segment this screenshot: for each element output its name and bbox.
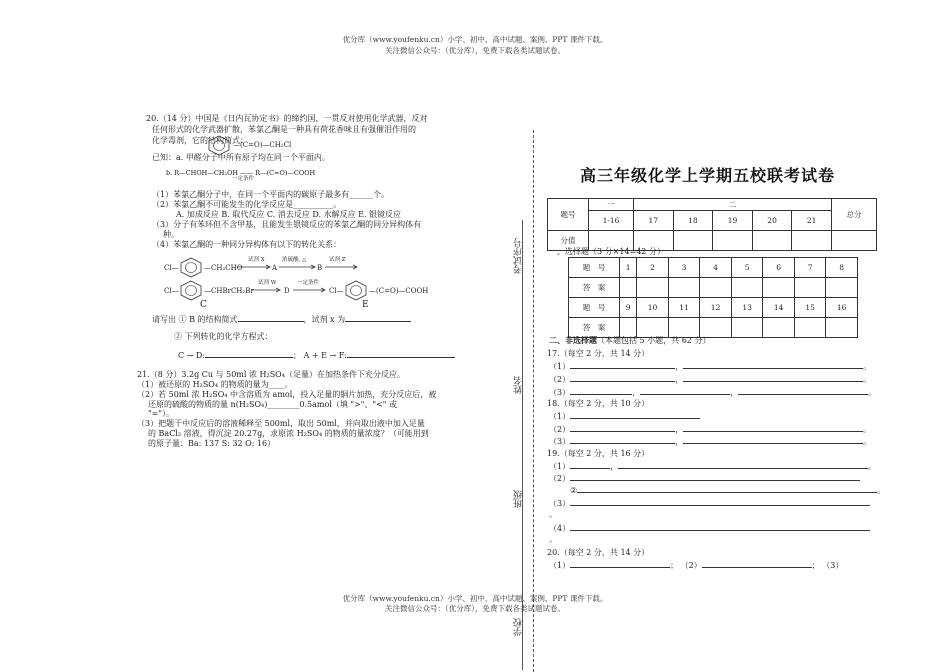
label-class: 班级 [514, 490, 524, 508]
choice-num: 5 [731, 258, 763, 278]
label-e: E [362, 300, 369, 310]
q19-circ-2: ② [570, 486, 578, 495]
choice-table [568, 257, 858, 338]
score-cell[interactable] [792, 231, 832, 251]
q17-row-3 [549, 386, 876, 398]
answer-q19-title: 19.（每空 2 分，共 16 分） [547, 449, 650, 458]
q19-blank[interactable] [570, 522, 870, 531]
chain1-arrow-2-icon [279, 264, 317, 270]
q18-blank[interactable] [683, 435, 863, 444]
q19-row-4 [549, 522, 870, 534]
sep: 。 [877, 486, 886, 495]
q17-part-1: （1） [549, 362, 571, 371]
choice-num: 1 [620, 258, 637, 278]
header-line-1: 优分库（www.youfenku.cn）小学、初中、高中试题、案例、PPT 课件下载。 [342, 35, 608, 44]
q19-row-2b [570, 484, 885, 496]
q20-part-2: （2） [680, 561, 702, 570]
q17-blank[interactable] [570, 373, 675, 382]
choice-a-label: 答 案 [569, 318, 620, 338]
sep: ， [730, 388, 739, 397]
choice-num: 2 [637, 258, 669, 278]
choice-answer-cell[interactable] [668, 278, 700, 298]
score-cell[interactable] [713, 231, 753, 251]
q20-intro-1: 20.（14 分）中国是《日内瓦协定书》的缔约国，一贯反对使用化学武器，反对 [146, 114, 428, 123]
q18-row-2 [549, 423, 871, 435]
choice-num: 14 [763, 298, 795, 318]
q19-blank[interactable] [577, 484, 877, 493]
q19-row-1 [549, 460, 876, 472]
q17-blank[interactable] [683, 360, 863, 369]
label-c: C [200, 300, 207, 310]
chain1-benzene-icon [178, 256, 204, 278]
choice-answer-cell[interactable] [637, 278, 669, 298]
score-col: 1-16 [589, 211, 634, 231]
q19-blank[interactable] [570, 460, 610, 469]
chain2-substituent: —CHBrCH₂Br [204, 287, 254, 295]
choice-a-label: 答 案 [569, 278, 620, 298]
q20-part-1: （1） [549, 561, 571, 570]
choice-num: 8 [826, 258, 858, 278]
q19-row-2 [549, 472, 860, 484]
q20-sub-3a: （3）分子有苯环但不含甲基，且能发生银镜反应的苯氯乙酮的同分异构体有 [152, 220, 422, 229]
q20-part-3: （3） [822, 561, 844, 570]
q20-reaction-b: b. R—CHOH—CH₂OH —— R—(C=O)—COOH [166, 169, 316, 177]
choice-answer-cell[interactable] [731, 318, 763, 338]
q20-intro-3: 化学毒剂，它的结构简式： [152, 136, 248, 145]
q19-part-3: （3） [549, 499, 571, 508]
q20-fill-3b: ； A + E → F: [293, 351, 347, 360]
choice-num: 11 [668, 298, 700, 318]
chain2-arrow-1-icon [252, 287, 282, 293]
choice-answer-cell[interactable] [763, 318, 795, 338]
q18-blank[interactable] [570, 410, 700, 419]
choice-answer-cell[interactable] [763, 278, 795, 298]
chain1-reagent-x: 试剂 X [248, 257, 265, 263]
choice-num: 4 [700, 258, 732, 278]
choice-answer-cell[interactable] [620, 278, 637, 298]
q20-sub-2-options: A. 加成反应 B. 取代反应 C. 消去反应 D. 水解反应 E. 银镜反应 [176, 210, 402, 219]
q17-blank[interactable] [570, 386, 632, 395]
score-header-two: 二 [634, 199, 832, 211]
footer-line-2: 关注微信公众号：（优分库），免费下载各类试题试卷。 [385, 604, 565, 613]
sep: ， [675, 362, 684, 371]
q19-part-4: （4） [549, 524, 571, 533]
q18-part-1: （1） [549, 412, 571, 421]
chain2-condition: 一定条件 [297, 280, 320, 286]
section-2-note: （本题包括 5 小题，共 62 分） [597, 336, 711, 345]
q18-part-2: （2） [549, 425, 571, 434]
choice-num: 13 [731, 298, 763, 318]
choice-num: 16 [826, 298, 858, 318]
binding-fold-line [533, 130, 534, 672]
score-cell[interactable] [752, 231, 792, 251]
label-student-name: 姓名 [514, 376, 524, 394]
sep: ， [610, 462, 619, 471]
q20-struct-formula: —(C=O)—CH₂Cl [233, 141, 292, 149]
section-2-title-row [549, 335, 710, 346]
score-col: 18 [673, 211, 713, 231]
chain2-end: —(C=O)—COOH [369, 287, 429, 295]
q17-blank[interactable] [640, 386, 730, 395]
section-1-title: 一、选择题（3 分×14=42 分） [549, 247, 665, 256]
score-header-total: 总分 [832, 199, 877, 231]
choice-q-label: 题 号 [569, 258, 620, 278]
q20-blank[interactable] [570, 559, 670, 568]
sep: 。 [868, 388, 877, 397]
sep: 。 [863, 437, 872, 446]
q20-fill-2: ② 下列转化的化学方程式： [174, 332, 273, 341]
q19-blank[interactable] [570, 497, 870, 506]
sep: ， [675, 375, 684, 384]
sep: ， [675, 437, 684, 446]
chain2-end-cl: Cl— [329, 287, 344, 295]
q20-fill-1b: ，试剂 x 为 [303, 315, 346, 324]
answer-q18-title: 18.（每空 2 分，共 10 分） [547, 399, 650, 408]
blank-reagent-x[interactable] [345, 313, 411, 322]
blank-a-e-f[interactable] [347, 349, 455, 358]
chain1-b: B [317, 264, 323, 272]
q20-fill-1 [152, 313, 411, 325]
q20-fill-1a: 请写出 ① B 的结构简式 [152, 315, 238, 324]
choice-num: 15 [794, 298, 826, 318]
chain2-reagent-w: 试剂 W [258, 280, 277, 286]
sep: ， [632, 388, 641, 397]
choice-num: 3 [668, 258, 700, 278]
q20-fill-3 [178, 349, 455, 361]
choice-answer-cell[interactable] [794, 278, 826, 298]
q21-line-8: 的原子量：Ba: 137 S: 32 O: 16） [148, 439, 276, 448]
q19-row-3-end: 。 [549, 510, 557, 519]
footer-line-1: 优分库（www.youfenku.cn）小学、初中、高中试题、案例、PPT 课件下载。 [342, 594, 608, 603]
q19-row-3 [549, 497, 870, 509]
q20-intro-2: 任何形式的化学武器扩散，苯氯乙酮是一种具有荷花香味且有强催泪作用的 [152, 125, 416, 134]
sep: ， [675, 425, 684, 434]
choice-num: 7 [794, 258, 826, 278]
label-school: 学校 [514, 618, 524, 636]
q18-row-3 [549, 435, 871, 447]
q21-line-1: 21.（8 分）3.2g Cu 与 50ml 浓 H₂SO₄（足量）在加热条件下充分反应。 [137, 370, 405, 379]
choice-answer-cell[interactable] [731, 278, 763, 298]
choice-num: 12 [700, 298, 732, 318]
score-col: 20 [752, 211, 792, 231]
q20-sub-1: （1）苯氯乙酮分子中，在同一个平面内的碳原子最多有______个。 [152, 190, 390, 199]
q18-row-1 [549, 410, 700, 422]
choice-answer-cell[interactable] [700, 278, 732, 298]
sep: 。 [863, 425, 872, 434]
q17-blank[interactable] [683, 373, 863, 382]
choice-answer-cell[interactable] [826, 278, 858, 298]
score-col: 17 [634, 211, 674, 231]
q19-row-4-end: 。 [549, 535, 557, 544]
q20-reaction-condition: 一定条件 [232, 176, 255, 182]
score-col: 19 [713, 211, 753, 231]
sep: 。 [868, 462, 877, 471]
q21-line-3: （2）若 50ml 浓 H₂SO₄ 中含溶质为 amol，投入足量的铜片加热，充分反应后，被 [137, 390, 437, 399]
q18-blank[interactable] [570, 423, 675, 432]
q17-blank[interactable] [738, 386, 868, 395]
chain1-start: Cl— [164, 264, 179, 272]
q19-blank[interactable] [618, 460, 868, 469]
chain2-arrow-2-icon [293, 287, 327, 293]
q21-line-5: "="）。 [148, 409, 175, 418]
score-row-label: 分值 [548, 231, 589, 251]
q21-line-2: （1）被还原的 H₂SO₄ 的物质的量为____。 [137, 380, 293, 389]
sep: 。 [863, 362, 872, 371]
choice-num: 10 [637, 298, 669, 318]
q17-part-3: （3） [549, 388, 571, 397]
chain2-d: D [284, 287, 290, 295]
choice-answer-cell[interactable] [794, 318, 826, 338]
chain1-arrow-3-icon [325, 264, 359, 270]
sep: 。 [863, 375, 872, 384]
chain1-reagent-z: 试剂 Z [329, 257, 346, 263]
exam-title: 高三年级化学上学期五校联考试卷 [580, 166, 836, 185]
q20-blank[interactable] [702, 559, 812, 568]
choice-num: 6 [763, 258, 795, 278]
blank-c-to-d[interactable] [205, 349, 293, 358]
choice-num: 9 [620, 298, 637, 318]
label-exam-number: 考试序号 [514, 238, 524, 274]
chain1-substituent: —CH₂CHO [204, 264, 243, 272]
answer-q17-title: 17.（每空 2 分，共 14 分） [547, 349, 650, 358]
q20-sub-2: （2）苯氯乙酮不可能发生的化学反应是__________。 [152, 200, 342, 209]
score-table [547, 198, 877, 251]
score-cell[interactable] [673, 231, 713, 251]
q20-fill-3a: C → D: [178, 351, 206, 360]
q17-row-1 [549, 360, 871, 372]
q18-blank[interactable] [570, 435, 675, 444]
q21-line-4: 还原的硫酸的物质的量 n(H₂SO₄)________0.5amol（填 ">"、"<" 或 [148, 400, 398, 409]
header-line-2: 关注微信公众号：（优分库），免费下载各类试题试卷。 [385, 46, 565, 55]
q20-answer-row [549, 559, 843, 571]
q17-blank[interactable] [570, 360, 675, 369]
q19-part-1: （1） [549, 462, 571, 471]
q18-part-3: （3） [549, 437, 571, 446]
chain1-arrow-1-icon [238, 264, 272, 270]
chain2-end-benzene-icon [343, 279, 369, 301]
chain2-start: Cl— [164, 287, 179, 295]
section-2-title: 二、非选择题 [549, 335, 597, 345]
sep: ； [670, 561, 679, 570]
score-header-label: 题号 [548, 199, 589, 231]
blank-b-structure[interactable] [238, 313, 304, 322]
q17-row-2 [549, 373, 871, 385]
q21-line-7: 的 BaCl₂ 溶液，得沉淀 20.27g，求原浓 H₂SO₄ 的物质的量浓度？（可能用到 [148, 429, 429, 438]
chain2-benzene-icon [178, 279, 204, 301]
q19-part-2: （2） [549, 474, 571, 483]
score-col: 21 [792, 211, 832, 231]
q20-known-a: 已知：a. 甲醛分子中所有原子均在同一个平面内。 [152, 153, 330, 162]
q20-sub-4: （4）苯氯乙酮的一种同分异构体有以下的转化关系： [152, 240, 342, 249]
score-header-one: 一 [589, 199, 634, 211]
q18-blank[interactable] [683, 423, 863, 432]
q17-part-2: （2） [549, 375, 571, 384]
chain1-a: A [272, 264, 278, 272]
sep: ； [811, 561, 820, 570]
answer-q20-title: 20.（每空 2 分，共 14 分） [547, 548, 650, 557]
choice-q-label: 题 号 [569, 298, 620, 318]
score-cell[interactable] [832, 231, 877, 251]
q20-sub-3b: 种。 [163, 230, 179, 239]
chain1-reagent-acid: 浓硫酸, △ [282, 257, 307, 263]
q19-blank[interactable] [570, 472, 860, 481]
choice-answer-cell[interactable] [826, 318, 858, 338]
q21-line-6: （3）把题干中反应后的溶液稀释至 500ml，取出 50ml，并向取出液中加入足量 [137, 419, 425, 428]
